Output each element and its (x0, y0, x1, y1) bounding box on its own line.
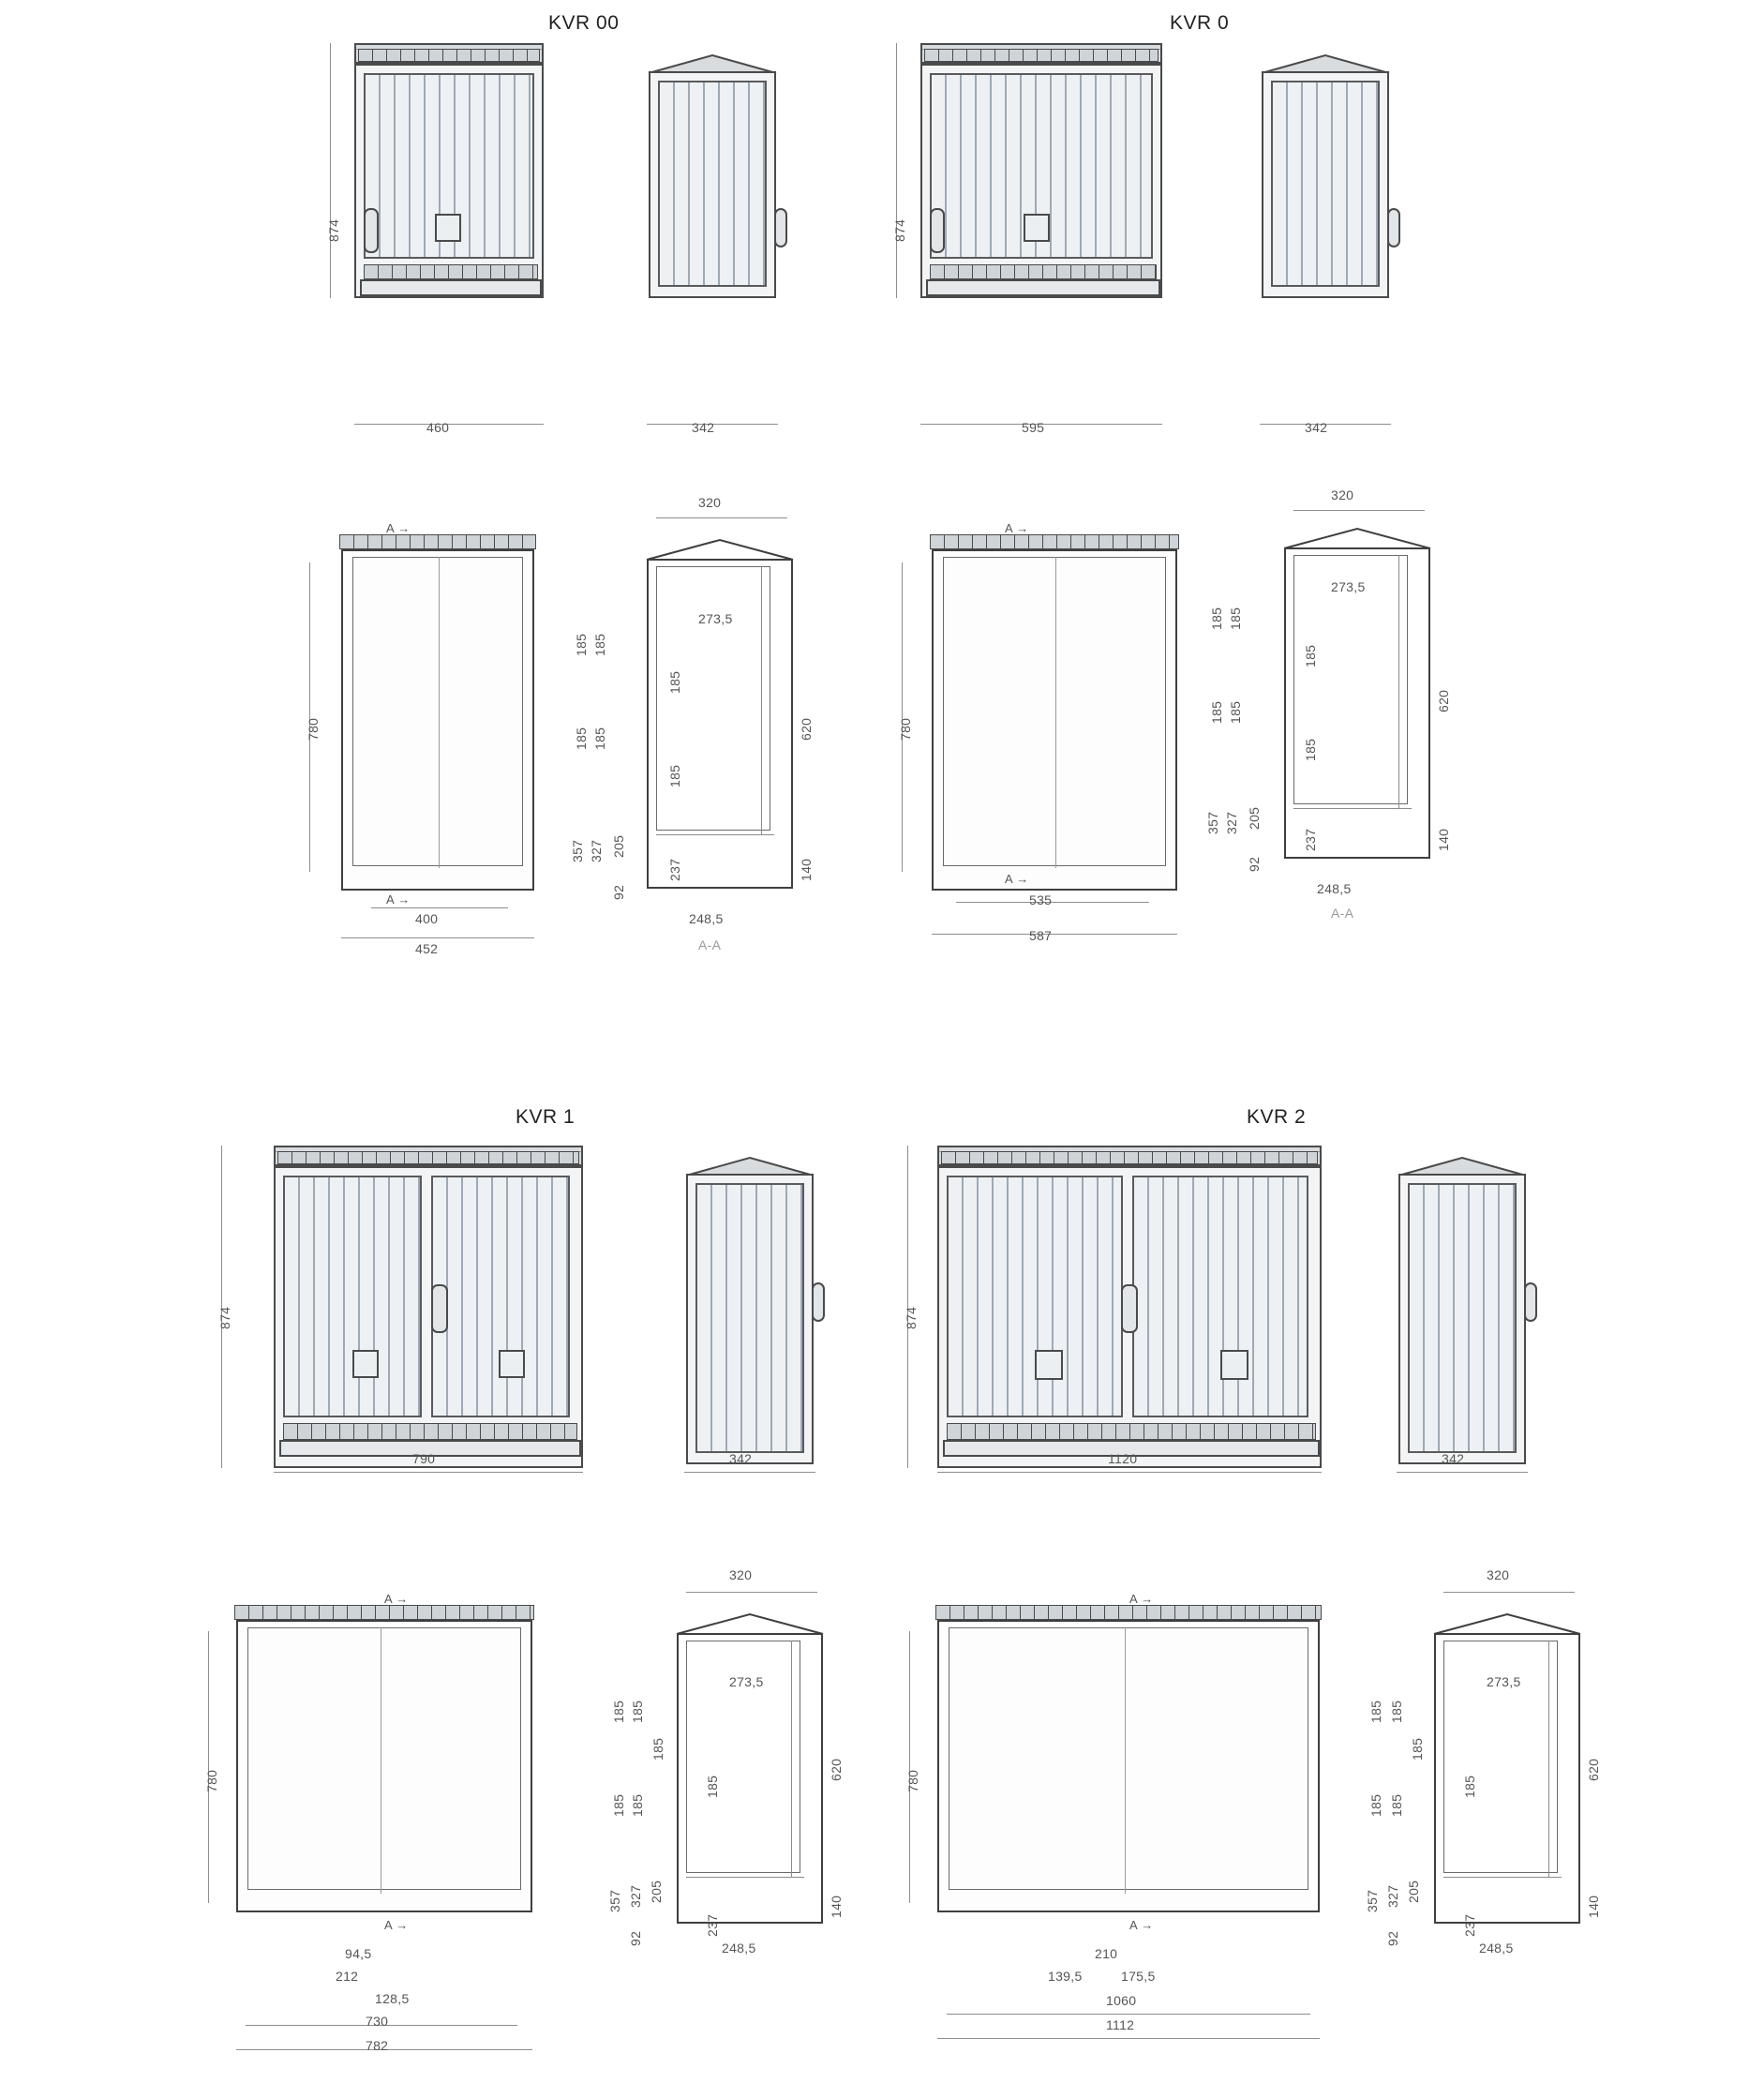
door-handle (930, 208, 945, 253)
dim-line (371, 907, 508, 908)
dim-line (932, 934, 1177, 935)
section-roof (1282, 525, 1432, 549)
section-shelf (656, 834, 774, 835)
dim-kvr1-d5: 782 (366, 2038, 389, 2053)
section-rail (761, 566, 762, 834)
dim-kvr00-height: 874 (326, 218, 341, 242)
dim-kvr00-sect-inner: 273,5 (698, 611, 733, 626)
dim-kvr0-pitch-4: 185 (1228, 700, 1243, 724)
dim-line (684, 1472, 815, 1473)
dim-kvr2-d2: 139,5 (1048, 1969, 1083, 1984)
dim-kvr1-pitch-4: 185 (630, 1793, 645, 1817)
roof-comb (277, 1151, 579, 1164)
dim-line (341, 937, 534, 938)
panel-title-kvr1: KVR 1 (516, 1106, 576, 1128)
door-ribs (433, 1177, 568, 1416)
roof-gable (1260, 52, 1391, 73)
panel-title-kvr0: KVR 0 (1170, 12, 1230, 34)
dim-kvr0-pitch-6: 185 (1303, 738, 1318, 761)
section-shelf (1443, 1877, 1562, 1878)
dim-kvr1-pitch-2: 185 (630, 1700, 645, 1723)
dim-kvr0-pitch-2: 185 (1228, 607, 1243, 630)
section-arrow-top: A → (384, 1592, 409, 1606)
side-ribs (697, 1185, 802, 1451)
door-lock-right (499, 1350, 525, 1378)
dim-kvr00-sect-top: 320 (698, 495, 722, 510)
section-frame (656, 566, 770, 831)
side-panel (658, 81, 767, 287)
section-arrow-bottom: A → (1129, 1918, 1154, 1932)
section-roof (1432, 1611, 1582, 1635)
dim-kvr00-plan-outer: 452 (415, 941, 439, 956)
dim-kvr2-d1: 210 (1095, 1946, 1118, 1961)
plan-outline (236, 1620, 532, 1912)
section-roof (675, 1611, 825, 1635)
dim-kvr1-d4: 730 (366, 2014, 389, 2029)
dim-kvr00-h327: 327 (589, 839, 604, 862)
section-label-kvr0: A-A (1331, 906, 1354, 921)
dim-kvr1-sect-top: 320 (729, 1567, 753, 1582)
dim-kvr00-pitch-4: 185 (592, 727, 607, 750)
dim-line (656, 517, 787, 518)
plan-top-comb (339, 534, 536, 549)
cabinet-side-body (649, 71, 776, 298)
dim-line (896, 43, 897, 298)
plan-inner (247, 1627, 521, 1890)
plan-top-comb (935, 1605, 1322, 1620)
cabinet-side-body (1262, 71, 1389, 298)
base-comb (930, 264, 1157, 279)
plan-inner (352, 557, 523, 866)
door-right (1132, 1176, 1308, 1417)
dim-kvr2-sect-inner: 273,5 (1487, 1674, 1521, 1689)
side-handle (1524, 1282, 1537, 1322)
dim-kvr00-width: 460 (426, 420, 450, 435)
dim-line (330, 43, 331, 298)
section-rail (1398, 555, 1399, 808)
door-left (283, 1176, 422, 1417)
roof-comb (924, 49, 1159, 62)
side-handle (774, 208, 787, 247)
dim-kvr1-d2: 212 (336, 1969, 359, 1984)
section-arrow-top: A → (1005, 521, 1029, 535)
dim-kvr1-depth: 342 (729, 1451, 753, 1466)
dim-kvr0-sect-h140: 140 (1436, 828, 1451, 851)
door-lock-left (352, 1350, 379, 1378)
dim-kvr00-plan-depth: 780 (306, 717, 321, 741)
plan-outline (937, 1620, 1320, 1912)
dim-kvr1-h205: 205 (649, 1880, 664, 1903)
dim-kvr00-h357: 357 (570, 839, 585, 862)
dim-kvr0-h357: 357 (1205, 811, 1220, 834)
dim-kvr2-pitch-3: 185 (1368, 1793, 1383, 1817)
roof-comb (941, 1151, 1318, 1164)
cabinet-body (274, 1166, 583, 1468)
dim-kvr2-d3: 175,5 (1121, 1969, 1156, 1984)
dim-line (1397, 1472, 1528, 1473)
dim-kvr0-height: 874 (892, 218, 907, 242)
dim-kvr00-pitch-1: 185 (574, 633, 589, 656)
dim-kvr0-pitch-1: 185 (1209, 607, 1224, 630)
section-shelf (686, 1877, 804, 1878)
dim-kvr2-height: 874 (904, 1306, 919, 1329)
base-comb (283, 1423, 577, 1440)
side-ribs (660, 82, 765, 285)
dim-line (274, 1472, 583, 1473)
plan-outline (341, 549, 534, 891)
plan-inner (943, 557, 1166, 866)
dim-line (1443, 1592, 1575, 1593)
section-outline (647, 559, 793, 889)
dim-kvr1-height: 874 (217, 1306, 232, 1329)
plan-centerline (439, 557, 440, 868)
dim-kvr0-plan-inner: 535 (1029, 892, 1053, 907)
dim-kvr2-sect-top: 320 (1487, 1567, 1510, 1582)
door-ribs (285, 1177, 420, 1416)
dim-kvr1-pitch-1: 185 (611, 1700, 626, 1723)
dim-line (937, 1472, 1322, 1473)
side-panel (695, 1183, 804, 1453)
cabinet-side-body (1398, 1174, 1526, 1464)
dim-kvr2-pitch-6: 185 (1462, 1775, 1477, 1798)
cabinet-body (920, 64, 1162, 298)
plan-centerline (1125, 1627, 1126, 1894)
section-arrow-bottom: A → (386, 892, 411, 907)
dim-line (909, 1631, 910, 1903)
door-left (947, 1176, 1123, 1417)
dim-kvr2-depth: 342 (1442, 1451, 1465, 1466)
door-handle (1121, 1284, 1138, 1333)
dim-kvr2-plan-depth: 780 (905, 1769, 920, 1792)
dim-kvr2-d5: 1112 (1106, 2017, 1135, 2032)
dim-kvr2-width: 1120 (1108, 1451, 1138, 1466)
dim-kvr2-h92: 92 (1385, 1930, 1400, 1946)
panel-title-kvr2: KVR 2 (1247, 1106, 1307, 1128)
dim-kvr1-pitch-5: 185 (650, 1737, 665, 1761)
dim-kvr0-sect-top: 320 (1331, 487, 1354, 502)
dim-kvr1-h92: 92 (628, 1930, 643, 1946)
plan-outline (932, 549, 1177, 891)
door-right (431, 1176, 570, 1417)
dim-kvr0-h327: 327 (1224, 811, 1239, 834)
plan-top-comb (930, 534, 1179, 549)
dim-kvr0-h237: 237 (1303, 828, 1318, 851)
dim-kvr2-h327: 327 (1385, 1884, 1400, 1908)
plan-centerline (1055, 557, 1056, 868)
dim-kvr1-pitch-3: 185 (611, 1793, 626, 1817)
door-lock (1024, 214, 1050, 242)
dim-kvr00-pitch-2: 185 (592, 633, 607, 656)
dim-line (1293, 510, 1425, 511)
dim-kvr0-h92: 92 (1247, 856, 1262, 872)
base-comb (947, 1423, 1316, 1440)
dim-line (937, 2038, 1320, 2039)
dim-kvr00-pitch-3: 185 (574, 727, 589, 750)
dim-kvr2-d4: 1060 (1106, 1993, 1137, 2008)
dim-kvr1-d1: 94,5 (345, 1946, 372, 1961)
dim-kvr2-h205: 205 (1406, 1880, 1421, 1903)
dim-kvr2-sect-base: 248,5 (1479, 1941, 1514, 1956)
dim-kvr1-h237: 237 (705, 1913, 720, 1937)
dim-kvr2-pitch-2: 185 (1389, 1700, 1404, 1723)
plan-inner (949, 1627, 1308, 1890)
section-label-kvr00: A-A (698, 937, 722, 952)
dim-kvr0-sect-h620: 620 (1436, 689, 1451, 712)
dim-kvr2-pitch-1: 185 (1368, 1700, 1383, 1723)
dim-line (947, 2014, 1310, 2015)
dim-kvr2-h237: 237 (1462, 1913, 1477, 1937)
dim-line (208, 1631, 209, 1903)
roof-gable (647, 52, 778, 73)
dim-kvr00-h237: 237 (667, 858, 682, 881)
section-arrow-top: A → (386, 521, 411, 535)
base-plinth (360, 279, 542, 296)
dim-kvr00-h92: 92 (611, 884, 626, 900)
dim-kvr1-h357: 357 (607, 1889, 622, 1912)
dim-kvr00-pitch-5: 185 (667, 670, 682, 694)
cabinet-body (354, 64, 544, 298)
door-handle (431, 1284, 448, 1333)
dim-kvr0-depth: 342 (1305, 420, 1328, 435)
dim-kvr0-plan-depth: 780 (898, 717, 913, 741)
panel-title-kvr00: KVR 00 (548, 12, 620, 34)
dim-kvr1-d3: 128,5 (375, 1991, 410, 2006)
door-lock (435, 214, 461, 242)
dim-kvr2-sect-h140: 140 (1586, 1895, 1601, 1918)
dim-kvr1-width: 790 (412, 1451, 436, 1466)
dim-kvr1-sect-base: 248,5 (722, 1941, 756, 1956)
dim-kvr1-h327: 327 (628, 1884, 643, 1908)
side-handle (1387, 208, 1400, 247)
dim-kvr0-pitch-5: 185 (1303, 644, 1318, 667)
section-arrow-bottom: A → (1005, 872, 1029, 886)
dim-kvr1-sect-h140: 140 (829, 1895, 844, 1918)
dim-kvr1-sect-inner: 273,5 (729, 1674, 764, 1689)
dim-kvr1-plan-depth: 780 (204, 1769, 219, 1792)
dim-kvr00-depth: 342 (692, 420, 715, 435)
dim-kvr0-plan-outer: 587 (1029, 928, 1053, 943)
dim-kvr2-pitch-5: 185 (1410, 1737, 1425, 1761)
door-lock-left (1035, 1350, 1063, 1380)
dim-kvr00-sect-h620: 620 (799, 717, 814, 741)
roof-gable (1397, 1155, 1528, 1176)
base-comb (364, 264, 538, 279)
dim-kvr00-plan-inner: 400 (415, 911, 439, 926)
roof-comb (358, 49, 540, 62)
dim-kvr1-pitch-6: 185 (705, 1775, 720, 1798)
plan-top-comb (234, 1605, 534, 1620)
side-panel (1271, 81, 1380, 287)
dim-kvr00-sect-h140: 140 (799, 858, 814, 881)
door-handle (364, 208, 379, 253)
dim-kvr0-sect-base: 248,5 (1317, 881, 1352, 896)
cabinet-side-body (686, 1174, 814, 1464)
roof-gable (684, 1155, 815, 1176)
dim-kvr00-pitch-6: 185 (667, 764, 682, 787)
side-ribs (1273, 82, 1378, 285)
dim-kvr0-pitch-3: 185 (1209, 700, 1224, 724)
dim-kvr2-h357: 357 (1365, 1889, 1380, 1912)
dim-kvr2-pitch-4: 185 (1389, 1793, 1404, 1817)
dim-kvr0-sect-inner: 273,5 (1331, 579, 1366, 594)
base-plinth (926, 279, 1160, 296)
section-rail (1548, 1641, 1549, 1877)
section-arrow-bottom: A → (384, 1918, 409, 1932)
dim-kvr2-sect-h620: 620 (1586, 1758, 1601, 1781)
side-panel (1408, 1183, 1517, 1453)
dim-kvr1-sect-h620: 620 (829, 1758, 844, 1781)
section-roof (645, 536, 795, 561)
section-rail (791, 1641, 792, 1877)
door-lock-right (1220, 1350, 1248, 1380)
side-ribs (1410, 1185, 1515, 1451)
section-arrow-top: A → (1129, 1592, 1154, 1606)
dim-kvr0-h205: 205 (1247, 806, 1262, 830)
dim-kvr0-width: 595 (1022, 420, 1045, 435)
dim-kvr00-sect-base: 248,5 (689, 911, 724, 926)
section-shelf (1293, 808, 1412, 809)
dim-line (686, 1592, 817, 1593)
side-handle (812, 1282, 825, 1322)
dim-kvr00-h205: 205 (611, 834, 626, 858)
dim-line (956, 902, 1149, 903)
